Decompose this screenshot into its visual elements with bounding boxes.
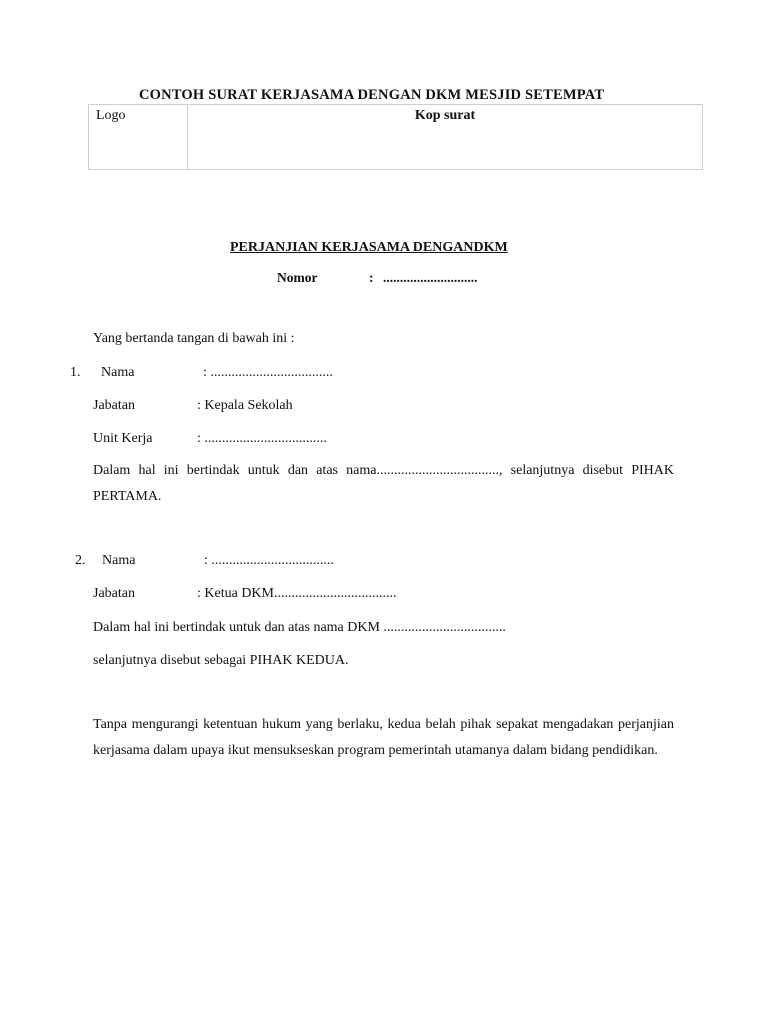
party2-nama-value: : ................................... bbox=[204, 553, 334, 568]
party2-number: 2. bbox=[75, 553, 86, 568]
party1-jabatan-label: Jabatan bbox=[93, 398, 135, 413]
party1-number: 1. bbox=[70, 365, 81, 380]
document-title: CONTOH SURAT KERJASAMA DENGAN DKM MESJID SETEMPAT bbox=[139, 87, 605, 103]
party1-jabatan-value: : Kepala Sekolah bbox=[197, 398, 293, 413]
intro-text: Yang bertanda tangan di bawah ini : bbox=[93, 331, 295, 346]
party2-jabatan-label: Jabatan bbox=[93, 586, 135, 601]
party1-unit-label: Unit Kerja bbox=[93, 431, 153, 446]
nomor-colon: : bbox=[369, 270, 374, 285]
kop-surat-cell: Kop surat bbox=[414, 108, 476, 123]
party1-nama-label: Nama bbox=[101, 365, 135, 380]
party1-unit-value: : ................................... bbox=[197, 431, 327, 446]
agreement-title: PERJANJIAN KERJASAMA DENGANDKM bbox=[230, 240, 508, 255]
logo-cell: Logo bbox=[96, 108, 126, 123]
party2-statement-continued: selanjutnya disebut sebagai PIHAK KEDUA. bbox=[93, 653, 349, 668]
party1-statement: Dalam hal ini bertindak untuk dan atas nama..................................., selanjutnya disebut PIHAK PERTAMA. bbox=[93, 463, 674, 504]
party2-nama-label: Nama bbox=[102, 553, 136, 568]
nomor-value: ............................ bbox=[383, 270, 478, 285]
party1-nama-value: : ................................... bbox=[203, 365, 333, 380]
letterhead-table bbox=[88, 104, 703, 170]
closing-paragraph: Tanpa mengurangi ketentuan hukum yang berlaku, kedua belah pihak sepakat mengadakan perjanjian kerjasama dalam upaya ikut mensukseskan program pemerintah utamanya dalam bidang pendidikan. bbox=[93, 717, 674, 758]
party2-statement: Dalam hal ini bertindak untuk dan atas nama DKM ................................... bbox=[93, 620, 506, 635]
nomor-label: Nomor bbox=[277, 270, 318, 285]
party2-jabatan-value: : Ketua DKM................................... bbox=[197, 586, 397, 601]
